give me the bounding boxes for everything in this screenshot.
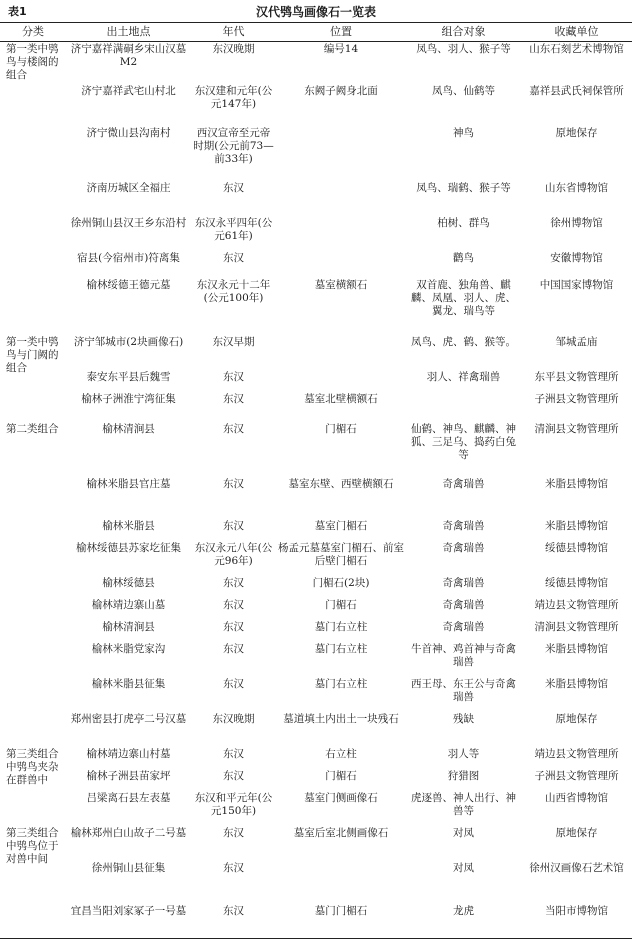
period-cell: 东汉晚期 xyxy=(212,712,255,725)
collection-cell: 原地保存 xyxy=(555,826,598,839)
collection-cell: 东平县文物管理所 xyxy=(534,370,619,383)
table-label: 表1 xyxy=(8,5,27,18)
site-cell: 榆林子洲淮宁湾征集 xyxy=(81,392,176,405)
period-cell: 东汉 xyxy=(223,422,244,435)
collection-cell: 绥德县博物馆 xyxy=(545,576,608,589)
combination-cell: 凤鸟、羽人、猴子等 xyxy=(416,43,511,55)
period-cell: 东汉 xyxy=(223,598,244,611)
period-cell: 东汉 xyxy=(223,826,244,839)
site-cell: 济宁微山县沟南村 xyxy=(86,126,171,139)
collection-cell: 米脂县博物馆 xyxy=(545,477,608,490)
combination-cell: 双首鹿、独角兽、麒麟、凤凰、羽人、虎、翼龙、瑞鸟等 xyxy=(411,278,516,317)
site-cell: 宿县(今宿州市)符离集 xyxy=(77,251,180,264)
position-cell xyxy=(276,370,406,392)
position-cell: 门楣石(2块) xyxy=(312,576,370,589)
period-cell: 东汉 xyxy=(223,677,244,690)
site-cell: 榆林米脂县 xyxy=(102,519,155,532)
period-cell: 东汉 xyxy=(223,519,244,532)
table-row xyxy=(0,126,632,181)
combination-cell xyxy=(406,392,521,422)
period-cell: 东汉 xyxy=(223,769,244,782)
period-cell: 东汉 xyxy=(223,904,244,917)
table-row xyxy=(0,769,632,791)
category-cell: 第一类中鸮鸟与楼阁的组合 xyxy=(6,43,59,81)
collection-cell: 清涧县文物管理所 xyxy=(534,620,619,633)
position-cell: 编号14 xyxy=(323,43,359,55)
collection-cell: 子洲县文物管理所 xyxy=(534,769,619,782)
position-cell: 墓室北壁横额石 xyxy=(304,392,378,405)
position-cell: 墓室东壁、西壁横额石 xyxy=(288,477,394,490)
category-cell: 第三类组合中鸮鸟位于对兽中间 xyxy=(6,826,59,865)
table-row xyxy=(0,477,632,519)
position-cell: 东阙子阙身北面 xyxy=(304,84,378,97)
combination-cell: 奇禽瑞兽 xyxy=(442,576,485,589)
table-row xyxy=(0,791,632,826)
site-cell: 吕梁离石县左表墓 xyxy=(86,791,171,804)
combination-cell: 奇禽瑞兽 xyxy=(442,477,485,490)
collection-cell: 米脂县博物馆 xyxy=(545,642,608,655)
position-cell: 墓门门楣石 xyxy=(314,904,368,917)
period-cell: 东汉晚期 xyxy=(212,43,255,55)
combination-cell: 凤鸟、虎、鹤、猴等。 xyxy=(411,335,516,348)
header-collection: 收藏单位 xyxy=(521,23,632,42)
position-cell: 墓室后室北侧画像石 xyxy=(293,826,389,839)
position-cell: 杨孟元墓墓室门楣石、前室后壁门楣石 xyxy=(278,541,404,567)
position-cell: 墓室门侧画像石 xyxy=(304,791,378,804)
site-cell: 榆林郑州白山故子二号墓 xyxy=(70,826,187,839)
combination-cell: 虎逐兽、神人出行、神兽等 xyxy=(411,791,516,817)
site-cell: 榆林绥德县苏家圪征集 xyxy=(76,541,181,554)
table-row xyxy=(0,642,632,677)
table-row xyxy=(0,392,632,422)
site-cell: 榆林靖边寨山村墓 xyxy=(86,747,171,760)
period-cell: 东汉 xyxy=(223,251,244,264)
position-cell: 右立柱 xyxy=(325,747,357,760)
combination-cell: 仙鹤、神鸟、麒麟、神狐、三足乌、捣药白兔等 xyxy=(411,422,516,461)
table-row xyxy=(0,519,632,541)
site-cell: 徐州铜山县征集 xyxy=(91,861,166,874)
table-row xyxy=(0,42,632,84)
table-row xyxy=(0,826,632,861)
header-site: 出土地点 xyxy=(66,23,191,42)
site-cell: 榆林清涧县 xyxy=(102,422,155,435)
category-cell: 第二类组合 xyxy=(6,422,59,435)
data-table xyxy=(0,22,632,939)
collection-cell: 米脂县博物馆 xyxy=(545,677,608,690)
collection-cell: 徐州汉画像石艺术馆 xyxy=(529,861,624,874)
position-cell xyxy=(276,126,406,181)
period-cell: 东汉 xyxy=(223,861,244,874)
table-row xyxy=(0,422,632,477)
position-cell xyxy=(276,216,406,251)
combination-cell: 龙虎 xyxy=(453,904,474,917)
combination-cell: 奇禽瑞兽 xyxy=(442,541,485,554)
table-body xyxy=(0,42,632,939)
site-cell: 榆林清涧县 xyxy=(102,620,155,633)
period-cell: 东汉早期 xyxy=(212,335,255,348)
collection-cell: 当阳市博物馆 xyxy=(545,904,608,917)
combination-cell: 奇禽瑞兽 xyxy=(442,620,485,633)
site-cell: 宜昌当阳刘家冢子一号墓 xyxy=(70,904,187,917)
collection-cell: 徐州博物馆 xyxy=(550,216,603,229)
position-cell: 门楣石 xyxy=(325,598,357,611)
combination-cell: 狩猎图 xyxy=(447,769,480,782)
combination-cell: 奇禽瑞兽 xyxy=(442,598,485,611)
header-row xyxy=(0,23,632,42)
table-row xyxy=(0,620,632,642)
table-row xyxy=(0,861,632,904)
site-cell: 济宁嘉祥满硐乡宋山汉墓M2 xyxy=(70,43,187,68)
table-row xyxy=(0,370,632,392)
table-row xyxy=(0,541,632,576)
site-cell: 徐州铜山县汉王乡东沿村 xyxy=(70,216,187,229)
site-cell: 济宁嘉祥武宅山村北 xyxy=(81,84,176,97)
table-row xyxy=(0,216,632,251)
period-cell: 东汉建和元年(公元147年) xyxy=(194,84,273,110)
period-cell: 东汉 xyxy=(223,576,244,589)
period-cell: 东汉 xyxy=(223,392,244,405)
table-header xyxy=(0,0,632,20)
period-cell: 东汉 xyxy=(223,642,244,655)
combination-cell: 神鸟 xyxy=(453,126,474,139)
position-cell: 墓室门楣石 xyxy=(314,519,368,532)
table-row xyxy=(0,904,632,939)
site-cell: 郑州密县打虎亭二号汉墓 xyxy=(70,712,187,725)
table-title: 汉代鸮鸟画像石一览表 xyxy=(255,5,376,19)
collection-cell: 邹城孟庙 xyxy=(555,335,598,348)
period-cell: 东汉和平元年(公元150年) xyxy=(194,791,273,817)
combination-cell: 残缺 xyxy=(453,712,474,725)
position-cell: 墓室横额石 xyxy=(314,278,368,291)
position-cell xyxy=(276,861,406,904)
collection-cell: 安徽博物馆 xyxy=(550,251,603,264)
table-row xyxy=(0,598,632,620)
collection-cell: 原地保存 xyxy=(555,126,598,139)
combination-cell: 柏树、群鸟 xyxy=(437,216,490,229)
site-cell: 榆林绥德县 xyxy=(102,576,155,589)
category-cell: 第三类组合中鸮鸟夹杂在群兽中 xyxy=(6,747,59,786)
table-row xyxy=(0,576,632,598)
collection-cell: 山东石刻艺术博物馆 xyxy=(529,43,624,55)
header-category: 分类 xyxy=(0,23,66,42)
collection-cell: 靖边县文物管理所 xyxy=(534,747,619,760)
position-cell: 墓门右立柱 xyxy=(314,677,368,690)
collection-cell: 靖边县文物管理所 xyxy=(534,598,619,611)
site-cell: 济南历城区全福庄 xyxy=(86,181,171,194)
site-cell: 榆林靖边寨山墓 xyxy=(91,598,166,611)
category-cell: 第一类中鸮鸟与门阙的组合 xyxy=(6,335,59,374)
collection-cell: 子洲县文物管理所 xyxy=(534,392,619,405)
position-cell xyxy=(276,251,406,278)
site-cell: 泰安东平县后魏雪 xyxy=(86,370,171,383)
period-cell: 东汉永元十二年(公元100年) xyxy=(196,278,271,304)
combination-cell: 羽人、祥禽瑞兽 xyxy=(426,370,501,383)
position-cell xyxy=(276,335,406,370)
period-cell: 东汉 xyxy=(223,747,244,760)
position-cell: 墓门右立柱 xyxy=(314,642,368,655)
table-row xyxy=(0,84,632,126)
table-row xyxy=(0,712,632,747)
table-row xyxy=(0,747,632,769)
header-combination: 组合对象 xyxy=(406,23,521,42)
period-cell: 西汉宣帝至元帝时期(公元前73—前33年) xyxy=(193,126,274,165)
combination-cell: 鹳鸟 xyxy=(453,251,474,264)
position-cell: 墓门右立柱 xyxy=(314,620,368,633)
combination-cell: 牛首神、鸡首神与奇禽瑞兽 xyxy=(411,642,516,668)
site-cell: 榆林子洲县苗家坪 xyxy=(86,769,171,782)
site-cell: 榆林米脂党家沟 xyxy=(91,642,166,655)
combination-cell: 凤鸟、瑞鹤、猴子等 xyxy=(416,181,511,194)
header-period: 年代 xyxy=(191,23,276,42)
table-row xyxy=(0,278,632,335)
collection-cell: 米脂县博物馆 xyxy=(545,519,608,532)
header-position: 位置 xyxy=(276,23,406,42)
combination-cell: 凤鸟、仙鹤等 xyxy=(432,84,495,97)
collection-cell: 中国国家博物馆 xyxy=(539,278,614,291)
position-cell xyxy=(276,181,406,216)
collection-cell: 原地保存 xyxy=(555,712,598,725)
site-cell: 榆林米脂县征集 xyxy=(91,677,166,690)
combination-cell: 对凤 xyxy=(453,861,474,874)
collection-cell: 绥德县博物馆 xyxy=(545,541,608,554)
collection-cell: 嘉祥县武氏祠保管所 xyxy=(529,84,624,97)
table-row xyxy=(0,251,632,278)
collection-cell: 清涧县文物管理所 xyxy=(534,422,619,435)
period-cell: 东汉永平四年(公元61年) xyxy=(194,216,273,242)
combination-cell: 奇禽瑞兽 xyxy=(442,519,485,532)
site-cell: 榆林米脂县官庄墓 xyxy=(86,477,171,490)
position-cell: 门楣石 xyxy=(325,769,357,782)
combination-cell: 对凤 xyxy=(453,826,474,839)
table-row xyxy=(0,181,632,216)
site-cell: 榆林绥德王德元墓 xyxy=(86,278,171,291)
site-cell: 济宁邹城市(2块画像石) xyxy=(73,335,184,348)
period-cell: 东汉 xyxy=(223,620,244,633)
collection-cell: 山西省博物馆 xyxy=(545,791,608,804)
period-cell: 东汉 xyxy=(223,477,244,490)
position-cell: 门楣石 xyxy=(325,422,357,435)
period-cell: 东汉 xyxy=(223,181,244,194)
combination-cell: 羽人等 xyxy=(447,747,480,760)
position-cell: 墓道填土内出土一块残石 xyxy=(283,712,399,725)
table-row xyxy=(0,677,632,712)
period-cell: 东汉 xyxy=(223,370,244,383)
collection-cell: 山东省博物馆 xyxy=(545,181,608,194)
period-cell: 东汉永元八年(公元96年) xyxy=(194,541,273,567)
table-row xyxy=(0,335,632,370)
combination-cell: 西王母、东王公与奇禽瑞兽 xyxy=(411,677,516,703)
